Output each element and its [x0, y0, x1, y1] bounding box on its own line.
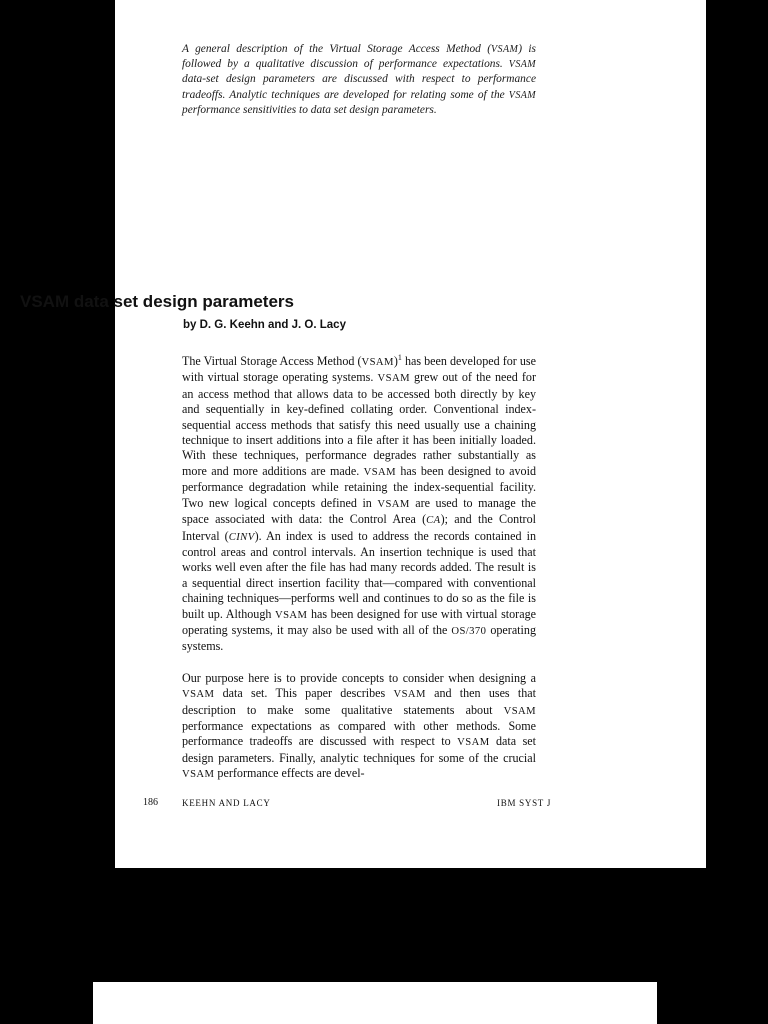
body-column [182, 350, 536, 799]
vsam-acronym: VSAM [491, 44, 519, 55]
paragraph-2: Our purpose here is to provide concepts to consider when designing a VSAM data set. This paper describes VSAM and then uses that description to make some qualitative statements about VSAM performance expectations as compared with other methods. Some performance tradeoffs are discussed with respect to VSAM data set design parameters. Finally, analytic techniques for some of the crucial VSAM performance effects are devel- [182, 670, 537, 781]
vsam-acronym: VSAM [503, 705, 536, 717]
article-byline: by D. G. Keehn and J. O. Lacy [183, 319, 346, 331]
vsam-acronym: VSAM [361, 357, 394, 369]
cinv-acronym: CINV [228, 531, 255, 543]
vsam-acronym: VSAM [393, 689, 426, 701]
abstract [182, 42, 536, 118]
running-footer-journal: IBM SYST J [497, 798, 552, 808]
running-footer-authors: KEEHN AND LACY [182, 798, 271, 808]
ca-acronym: CA [426, 515, 441, 527]
footnote-ref: 1 [397, 353, 402, 362]
abstract-text: performance sensitivities to data set design parameters. [182, 103, 437, 116]
abstract-text: ) is followed by a qualitative discussion of performance expectations. [182, 43, 536, 71]
vsam-acronym: VSAM [274, 609, 308, 621]
vsam-acronym: VSAM [363, 466, 397, 478]
os370-acronym: OS/370 [451, 625, 487, 637]
next-page-edge [93, 982, 657, 1024]
page-number: 186 [143, 797, 158, 808]
abstract-text: data-set design parameters are discussed with respect to performance tradeoffs. Analytic techniques are developed for relating some of the [182, 73, 536, 101]
vsam-acronym: VSAM [508, 59, 536, 71]
vsam-acronym: VSAM [182, 689, 215, 701]
vsam-acronym: VSAM [377, 498, 410, 510]
abstract-text: A general description of the Virtual Storage Access Method ( [182, 43, 492, 55]
vsam-acronym: VSAM [508, 89, 536, 101]
vsam-acronym: VSAM [457, 737, 490, 749]
paragraph-1: The Virtual Storage Access Method (VSAM)$^1$ has been developed for use with virtual storage operating systems. VSAM grew out of the need for an access method that allows data to be accessed both directly by key and sequentially in key-defined collating order. Conventional index-sequential access methods that satisfy this need usually use a chaining technique to insert additions into a file after it has been initially loaded. With these techniques, performance degrades rather substantially as more and more additions are made. VSAM has been designed to avoid performance degradation while retaining the index-sequential facility. Two new logical concepts defined in VSAM are used to manage the space associated with data: the Control Area (CA); and the Control Interval (CINV). An index is used to address the records contained in control areas and control intervals. An insertion technique is used that works well even after the file has had many records added. The result is a sequential direct insertion facility that—compared with conventional chaining techniques—performs well and continues to do so as the file is built up. Although VSAM has been designed for use with virtual storage operating systems, it may also be used with all of the OS/370 operating systems. [182, 353, 536, 654]
vsam-acronym: VSAM [377, 373, 410, 385]
article-title: VSAM data set design parameters [20, 292, 294, 311]
vsam-acronym: VSAM [182, 769, 215, 781]
